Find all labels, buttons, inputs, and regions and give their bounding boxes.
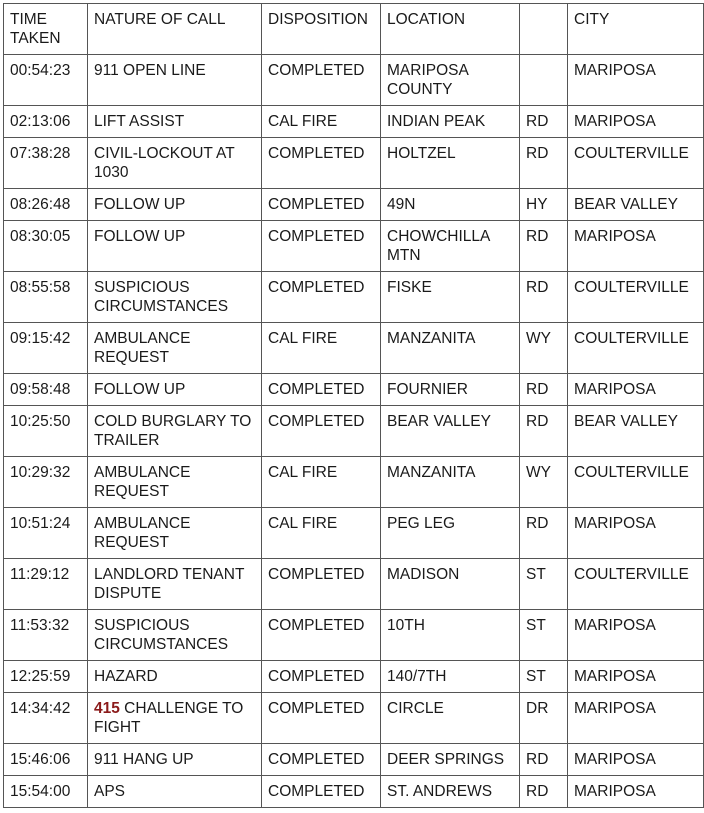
cell-location: INDIAN PEAK xyxy=(381,106,520,138)
cell-disposition: COMPLETED xyxy=(262,744,381,776)
cell-time-taken: 10:51:24 xyxy=(4,508,88,559)
table-row xyxy=(4,374,704,406)
cell-city: COULTERVILLE xyxy=(568,559,704,610)
cell-time-taken: 08:26:48 xyxy=(4,189,88,221)
cell-time-taken: 08:30:05 xyxy=(4,221,88,272)
cell-street-suffix: WY xyxy=(520,457,568,508)
cell-time-taken: 09:58:48 xyxy=(4,374,88,406)
nature-text: CHALLENGE TO FIGHT xyxy=(94,700,248,736)
cell-nature-of-call xyxy=(88,744,262,776)
cell-nature-of-call xyxy=(88,776,262,808)
table-row xyxy=(4,272,704,323)
cell-nature-of-call xyxy=(88,55,262,106)
cell-disposition: COMPLETED xyxy=(262,272,381,323)
cell-time-taken: 08:55:58 xyxy=(4,272,88,323)
cell-disposition: COMPLETED xyxy=(262,610,381,661)
cell-street-suffix: DR xyxy=(520,693,568,744)
cell-street-suffix: RD xyxy=(520,106,568,138)
cell-disposition: CAL FIRE xyxy=(262,323,381,374)
table-row xyxy=(4,508,704,559)
cell-city: MARIPOSA xyxy=(568,374,704,406)
cell-nature-of-call xyxy=(88,323,262,374)
table-row xyxy=(4,693,704,744)
cell-time-taken: 09:15:42 xyxy=(4,323,88,374)
cell-location: 140/7TH xyxy=(381,661,520,693)
cell-time-taken: 12:25:59 xyxy=(4,661,88,693)
cell-nature-of-call xyxy=(88,610,262,661)
cell-nature-of-call xyxy=(88,559,262,610)
nature-text: APS xyxy=(94,783,126,800)
cell-time-taken: 10:25:50 xyxy=(4,406,88,457)
header-row xyxy=(4,4,704,55)
cell-disposition: CAL FIRE xyxy=(262,508,381,559)
cell-street-suffix: RD xyxy=(520,744,568,776)
cell-disposition: COMPLETED xyxy=(262,776,381,808)
table-row xyxy=(4,661,704,693)
cell-city: COULTERVILLE xyxy=(568,138,704,189)
cell-street-suffix: RD xyxy=(520,272,568,323)
cell-street-suffix: WY xyxy=(520,323,568,374)
nature-text: 911 HANG UP xyxy=(94,751,194,768)
cell-street-suffix: ST xyxy=(520,661,568,693)
cell-street-suffix: RD xyxy=(520,138,568,189)
cell-time-taken: 11:29:12 xyxy=(4,559,88,610)
nature-text: AMBULANCE REQUEST xyxy=(94,464,195,500)
table-row xyxy=(4,559,704,610)
cell-location: ST. ANDREWS xyxy=(381,776,520,808)
cell-city: MARIPOSA xyxy=(568,776,704,808)
cell-disposition: CAL FIRE xyxy=(262,457,381,508)
cell-street-suffix: RD xyxy=(520,221,568,272)
cell-disposition: COMPLETED xyxy=(262,559,381,610)
table-row xyxy=(4,106,704,138)
cell-street-suffix: ST xyxy=(520,559,568,610)
cell-street-suffix: ST xyxy=(520,610,568,661)
cell-disposition: COMPLETED xyxy=(262,221,381,272)
cell-disposition: COMPLETED xyxy=(262,55,381,106)
nature-text: SUSPICIOUS CIRCUMSTANCES xyxy=(94,279,229,315)
cell-street-suffix: RD xyxy=(520,406,568,457)
nature-text: LANDLORD TENANT DISPUTE xyxy=(94,566,249,602)
cell-location: HOLTZEL xyxy=(381,138,520,189)
cell-nature-of-call xyxy=(88,272,262,323)
table-row xyxy=(4,744,704,776)
cell-location: 10TH xyxy=(381,610,520,661)
nature-text: FOLLOW UP xyxy=(94,228,186,245)
nature-text: 911 OPEN LINE xyxy=(94,62,206,79)
header-nature-of-call: NATURE OF CALL xyxy=(88,4,262,55)
cell-city: MARIPOSA xyxy=(568,661,704,693)
table-row xyxy=(4,457,704,508)
cell-time-taken: 07:38:28 xyxy=(4,138,88,189)
header-suffix xyxy=(520,4,568,55)
cell-street-suffix: RD xyxy=(520,508,568,559)
cell-city: MARIPOSA xyxy=(568,55,704,106)
cell-location: MARIPOSA COUNTY xyxy=(381,55,520,106)
cell-city: MARIPOSA xyxy=(568,744,704,776)
table-row xyxy=(4,221,704,272)
cell-nature-of-call xyxy=(88,221,262,272)
nature-text: FOLLOW UP xyxy=(94,196,186,213)
cell-time-taken: 15:46:06 xyxy=(4,744,88,776)
cell-time-taken: 14:34:42 xyxy=(4,693,88,744)
cell-location: MANZANITA xyxy=(381,323,520,374)
cell-city: MARIPOSA xyxy=(568,610,704,661)
cell-city: COULTERVILLE xyxy=(568,323,704,374)
cell-location: DEER SPRINGS xyxy=(381,744,520,776)
cell-city: COULTERVILLE xyxy=(568,272,704,323)
nature-text: AMBULANCE REQUEST xyxy=(94,515,195,551)
cell-nature-of-call xyxy=(88,106,262,138)
cell-nature-of-call xyxy=(88,508,262,559)
cell-location: MANZANITA xyxy=(381,457,520,508)
cell-nature-of-call xyxy=(88,661,262,693)
cell-disposition: CAL FIRE xyxy=(262,106,381,138)
cell-location: PEG LEG xyxy=(381,508,520,559)
cell-street-suffix: RD xyxy=(520,776,568,808)
call-log-table xyxy=(3,3,704,808)
cell-nature-of-call xyxy=(88,374,262,406)
table-row xyxy=(4,138,704,189)
nature-text: AMBULANCE REQUEST xyxy=(94,330,195,366)
cell-location: CHOWCHILLA MTN xyxy=(381,221,520,272)
cell-disposition: COMPLETED xyxy=(262,374,381,406)
cell-location: 49N xyxy=(381,189,520,221)
cell-city: BEAR VALLEY xyxy=(568,406,704,457)
cell-disposition: COMPLETED xyxy=(262,406,381,457)
cell-city: MARIPOSA xyxy=(568,693,704,744)
header-city: CITY xyxy=(568,4,704,55)
cell-location: MADISON xyxy=(381,559,520,610)
nature-text: FOLLOW UP xyxy=(94,381,186,398)
cell-disposition: COMPLETED xyxy=(262,661,381,693)
table-row xyxy=(4,323,704,374)
cell-time-taken: 10:29:32 xyxy=(4,457,88,508)
table-row xyxy=(4,189,704,221)
cell-city: MARIPOSA xyxy=(568,508,704,559)
cell-nature-of-call xyxy=(88,406,262,457)
penal-code-highlight: 415 xyxy=(94,700,120,717)
table-row xyxy=(4,55,704,106)
cell-location: BEAR VALLEY xyxy=(381,406,520,457)
cell-city: MARIPOSA xyxy=(568,106,704,138)
cell-city: BEAR VALLEY xyxy=(568,189,704,221)
cell-disposition: COMPLETED xyxy=(262,693,381,744)
nature-text: SUSPICIOUS CIRCUMSTANCES xyxy=(94,617,229,653)
nature-text: LIFT ASSIST xyxy=(94,113,185,130)
cell-nature-of-call xyxy=(88,138,262,189)
header-location: LOCATION xyxy=(381,4,520,55)
cell-location: FOURNIER xyxy=(381,374,520,406)
cell-city: MARIPOSA xyxy=(568,221,704,272)
table-row xyxy=(4,610,704,661)
header-time-taken: TIME TAKEN xyxy=(4,4,88,55)
cell-street-suffix: RD xyxy=(520,374,568,406)
cell-street-suffix xyxy=(520,55,568,106)
cell-time-taken: 11:53:32 xyxy=(4,610,88,661)
cell-disposition: COMPLETED xyxy=(262,138,381,189)
cell-city: COULTERVILLE xyxy=(568,457,704,508)
cell-time-taken: 00:54:23 xyxy=(4,55,88,106)
cell-disposition: COMPLETED xyxy=(262,189,381,221)
cell-time-taken: 02:13:06 xyxy=(4,106,88,138)
table-row xyxy=(4,406,704,457)
cell-location: FISKE xyxy=(381,272,520,323)
nature-text: HAZARD xyxy=(94,668,158,685)
cell-location: CIRCLE xyxy=(381,693,520,744)
cell-time-taken: 15:54:00 xyxy=(4,776,88,808)
cell-nature-of-call xyxy=(88,189,262,221)
cell-nature-of-call xyxy=(88,457,262,508)
cell-street-suffix: HY xyxy=(520,189,568,221)
cell-nature-of-call xyxy=(88,693,262,744)
header-disposition: DISPOSITION xyxy=(262,4,381,55)
nature-text: COLD BURGLARY TO TRAILER xyxy=(94,413,256,449)
table-row xyxy=(4,776,704,808)
nature-text: CIVIL-LOCKOUT AT 1030 xyxy=(94,145,239,181)
